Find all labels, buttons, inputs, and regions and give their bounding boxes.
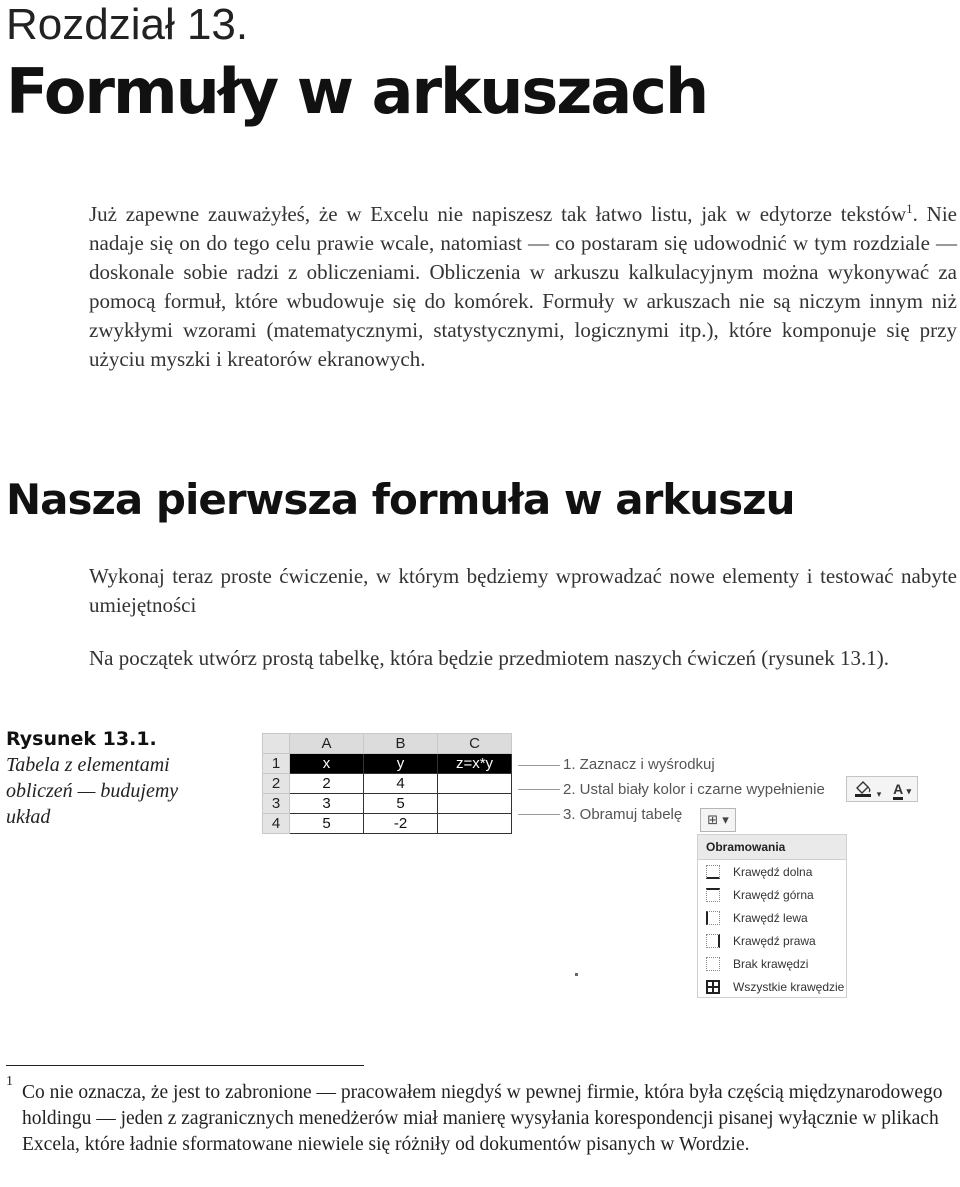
menu-item-label: Krawędź górna [733, 887, 814, 902]
row-header[interactable]: 1 [263, 754, 290, 774]
intro-text-part2: . Nie nadaje się on do tego celu prawie wcale, natomiast — co postaram się udowodnić w tym rozdziale — doskonale sobie radzi z obliczeniami. Obliczenia w arkuszu kalkulacyjnym można wykonywać za pomocą formuł, które wbudowuje się do komórek. Formuły w arkuszach nie są niczym innym niż zwykłymi wzorami (matematycznymi, statystycznymi, logicznymi itp.), które komponuje się przy użyciu myszki i kreatorów ekranowych. [89, 202, 957, 371]
cell[interactable] [438, 814, 512, 834]
cell[interactable] [438, 794, 512, 814]
figure-caption: Tabela z elementami obliczeń — budujemy układ [6, 754, 179, 828]
step-3-label: 3. Obramuj tabelę [563, 806, 683, 823]
table-row [263, 794, 512, 814]
column-header[interactable]: C [438, 734, 512, 754]
borders-button[interactable]: ⊞ ▾ [700, 808, 736, 832]
row-header[interactable]: 4 [263, 814, 290, 834]
cell[interactable]: 5 [364, 794, 438, 814]
right-border-icon [706, 934, 720, 948]
font-color-button[interactable] [893, 781, 911, 797]
top-border-icon [706, 888, 720, 902]
fill-color-button[interactable] [853, 779, 881, 800]
menu-item-all-borders[interactable] [698, 975, 846, 998]
cell[interactable]: -2 [364, 814, 438, 834]
section-heading: Nasza pierwsza formuła w arkuszu [6, 475, 795, 524]
step-2-label: 2. Ustal biały kolor i czarne wypełnienie [563, 781, 825, 798]
footnote-mark: 1 [6, 1074, 13, 1089]
cell[interactable]: z=x*y [438, 754, 512, 774]
callout-line [518, 789, 560, 790]
all-borders-icon [706, 980, 720, 994]
menu-item-label: Brak krawędzi [733, 956, 809, 971]
menu-item-label: Krawędź prawa [733, 933, 816, 948]
paint-bucket-icon [853, 779, 873, 797]
menu-item-right-border[interactable] [698, 929, 846, 952]
fill-font-color-toolbar [846, 776, 918, 802]
callout-line [518, 814, 560, 815]
select-all-corner[interactable] [263, 734, 290, 754]
no-border-icon [706, 957, 720, 971]
chapter-label: Rozdział 13. [6, 0, 249, 49]
column-header[interactable]: B [364, 734, 438, 754]
section-paragraph-1 [89, 562, 957, 620]
menu-item-no-border[interactable] [698, 952, 846, 975]
table-row [263, 754, 512, 774]
column-header-row [263, 734, 512, 754]
borders-menu [697, 834, 847, 998]
spreadsheet-grid [262, 733, 512, 834]
menu-title: Obramowania [698, 835, 846, 860]
cell[interactable]: y [364, 754, 438, 774]
chapter-title: Formuły w arkuszach [6, 55, 708, 128]
cell[interactable] [438, 774, 512, 794]
intro-text-part1: Już zapewne zauważyłeś, że w Excelu nie napiszesz tak łatwo listu, jak w edytorze tekstów [89, 202, 907, 226]
menu-item-label: Krawędź dolna [733, 864, 813, 879]
paragraph-text: Wykonaj teraz proste ćwiczenie, w którym będziemy wprowadzać nowe elementy i testować nabyte umiejętności [89, 564, 957, 617]
section-paragraph-2 [89, 644, 957, 673]
chevron-down-icon: ▾ [906, 786, 912, 796]
menu-item-label: Wszystkie krawędzie [733, 979, 845, 994]
menu-item-left-border[interactable] [698, 906, 846, 929]
figure-label: Rysunek 13.1. [6, 728, 157, 750]
cell[interactable]: 2 [290, 774, 364, 794]
menu-item-label: Krawędź lewa [733, 910, 808, 925]
paragraph-text: Na początek utwórz prostą tabelkę, która będzie przedmiotem naszych ćwiczeń (rysunek 13.1). [89, 646, 889, 670]
footnote-text: Co nie oznacza, że jest to zabronione — pracowałem niegdyś w pewnej firmie, która była częścią międzynarodowego holdingu — jeden z zagranicznych menedżerów miał manierę wysyłania korespondencji pisanej wyłącznie w plikach Excela, które ładnie sformatowane niewiele się różniły od dokumentów pisanych w Wordzie. [22, 1082, 943, 1155]
left-border-icon [706, 911, 720, 925]
cell[interactable]: 4 [364, 774, 438, 794]
cell[interactable]: 5 [290, 814, 364, 834]
font-color-icon: A [893, 781, 903, 800]
footnote-divider [6, 1065, 364, 1066]
footnote-reference[interactable]: 1 [906, 201, 913, 216]
cell[interactable]: 3 [290, 794, 364, 814]
bottom-border-icon [706, 865, 720, 879]
table-row [263, 774, 512, 794]
callout-line [518, 765, 560, 766]
intro-paragraph [89, 200, 957, 374]
row-header[interactable]: 3 [263, 794, 290, 814]
table-row [263, 814, 512, 834]
menu-item-top-border[interactable] [698, 883, 846, 906]
column-header[interactable]: A [290, 734, 364, 754]
menu-item-bottom-border[interactable] [698, 860, 846, 883]
chevron-down-icon: ▾ [876, 788, 882, 799]
stray-dot [575, 973, 578, 976]
row-header[interactable]: 2 [263, 774, 290, 794]
step-1-label: 1. Zaznacz i wyśrodkuj [563, 756, 715, 773]
cell[interactable]: x [290, 754, 364, 774]
